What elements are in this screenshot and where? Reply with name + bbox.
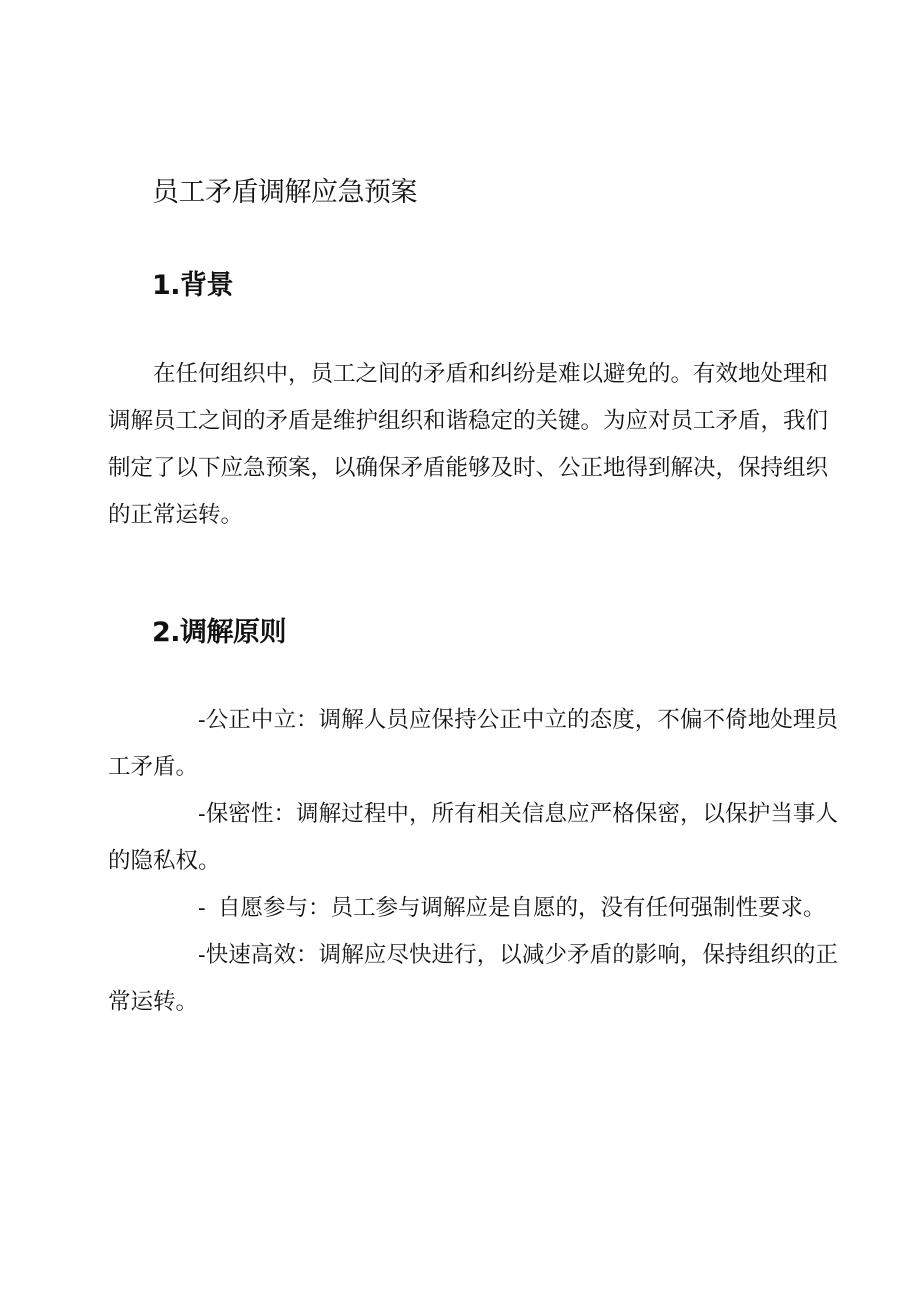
list-item [108,932,838,1026]
section-heading-principles: 2.调解原则 [152,617,287,648]
list-item [108,885,838,932]
list-dash: - [198,942,206,968]
document-title: 员工矛盾调解应急预案 [152,177,417,208]
list-item [108,791,838,885]
list-dash: - [198,801,206,827]
list-item-text: 自愿参与：员工参与调解应是自愿的，没有任何强制性要求。 [218,895,826,921]
list-item-text: 快速高效：调解应尽快进行，以减少矛盾的影响，保持组织的正常运转。 [108,942,838,1015]
list-item-text: 保密性：调解过程中，所有相关信息应严格保密，以保护当事人的隐私权。 [108,801,838,874]
list-item [108,697,838,791]
principles-list [108,697,838,1026]
list-dash: - [198,707,206,733]
list-dash: - [198,895,206,921]
list-item-text: 公正中立：调解人员应保持公正中立的态度，不偏不倚地处理员工矛盾。 [108,707,838,780]
background-paragraph: 在任何组织中，员工之间的矛盾和纠纷是难以避免的。有效地处理和调解员工之间的矛盾是维护组织和谐稳定的关键。为应对员工矛盾，我们制定了以下应急预案，以确保矛盾能够及时、公正地得到解决，保持组织的正常运转。 [108,361,829,528]
section-heading-background: 1.背景 [152,270,234,301]
